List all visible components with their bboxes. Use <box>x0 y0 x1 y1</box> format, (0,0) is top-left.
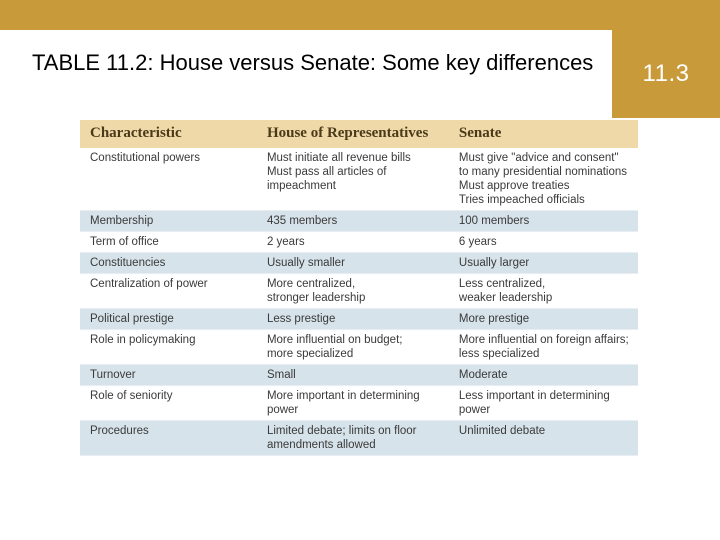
cell-senate <box>449 274 638 309</box>
table-row <box>80 253 638 274</box>
senate-text-line: Less centralized, <box>458 278 546 290</box>
senate-text-line: Moderate <box>458 369 508 381</box>
cell-senate <box>449 365 638 386</box>
cell-senate <box>449 421 638 456</box>
cell-house <box>257 365 449 386</box>
cell-characteristic: Membership <box>90 215 154 227</box>
cell-senate <box>449 253 638 274</box>
house-text-line: impeachment <box>266 180 336 192</box>
cell-senate <box>449 232 638 253</box>
senate-text-line: Usually larger <box>458 257 530 269</box>
cell-characteristic: Political prestige <box>90 313 174 325</box>
cell-characteristic: Centralization of power <box>90 278 208 290</box>
house-text-line: Must pass all articles of <box>266 166 387 178</box>
cell-house <box>257 148 449 211</box>
top-accent-bar <box>0 0 720 30</box>
section-number-badge: 11.3 <box>612 30 720 118</box>
senate-text-line: Less important in determining <box>458 390 610 402</box>
table-row <box>80 232 638 253</box>
senate-text-line: 6 years <box>458 236 497 248</box>
cell-house <box>257 232 449 253</box>
table-row <box>80 421 638 456</box>
cell-senate <box>449 148 638 211</box>
cell-characteristic: Constitutional powers <box>90 152 200 164</box>
cell-house <box>257 421 449 456</box>
senate-text-line: More influential on foreign affairs; <box>458 334 629 346</box>
senate-text-line: weaker leadership <box>458 292 553 304</box>
house-text-line: 435 members <box>266 215 338 227</box>
table-body <box>80 148 638 456</box>
table-row <box>80 211 638 232</box>
senate-text-line: Tries impeached officials <box>458 194 585 206</box>
cell-characteristic: Term of office <box>90 236 159 248</box>
senate-text-line: less specialized <box>458 348 540 360</box>
senate-text-line: Must give "advice and consent" <box>458 152 619 164</box>
table-row <box>80 274 638 309</box>
header-house: House of Representatives <box>266 125 429 141</box>
senate-text-line: 100 members <box>458 215 530 227</box>
header-senate: Senate <box>458 125 502 141</box>
cell-characteristic: Role of seniority <box>90 390 173 402</box>
senate-text-line: Must approve treaties <box>458 180 570 192</box>
cell-house <box>257 211 449 232</box>
house-text-line: Usually smaller <box>266 257 345 269</box>
cell-house <box>257 330 449 365</box>
house-text-line: Less prestige <box>266 313 336 325</box>
cell-characteristic: Role in policymaking <box>90 334 196 346</box>
house-text-line: Small <box>266 369 296 381</box>
table-row <box>80 386 638 421</box>
house-text-line: More centralized, <box>266 278 356 290</box>
table-header-row <box>80 120 638 148</box>
header-characteristic: Characteristic <box>90 125 182 141</box>
table-row <box>80 309 638 330</box>
senate-text-line: Unlimited debate <box>458 425 546 437</box>
house-text-line: stronger leadership <box>266 292 366 304</box>
house-text-line: Must initiate all revenue bills <box>266 152 411 164</box>
cell-senate <box>449 211 638 232</box>
senate-text-line: More prestige <box>458 313 530 325</box>
house-text-line: More important in determining <box>266 390 420 402</box>
cell-house <box>257 309 449 330</box>
comparison-table <box>80 120 638 456</box>
senate-text-line: power <box>458 404 491 416</box>
cell-house <box>257 253 449 274</box>
cell-senate <box>449 386 638 421</box>
cell-senate <box>449 309 638 330</box>
cell-characteristic: Procedures <box>90 425 149 437</box>
cell-characteristic: Constituencies <box>90 257 166 269</box>
cell-senate <box>449 330 638 365</box>
table-row <box>80 365 638 386</box>
cell-house <box>257 386 449 421</box>
cell-house <box>257 274 449 309</box>
senate-text-line: to many presidential nominations <box>458 166 628 178</box>
table-row <box>80 148 638 211</box>
house-text-line: 2 years <box>266 236 305 248</box>
house-text-line: power <box>266 404 299 416</box>
house-text-line: More influential on budget; <box>266 334 403 346</box>
house-text-line: more specialized <box>266 348 354 360</box>
house-text-line: Limited debate; limits on floor <box>266 425 417 437</box>
house-text-line: amendments allowed <box>266 439 376 451</box>
slide-title: TABLE 11.2: House versus Senate: Some key differences <box>32 50 594 75</box>
cell-characteristic: Turnover <box>90 369 136 381</box>
table-row <box>80 330 638 365</box>
